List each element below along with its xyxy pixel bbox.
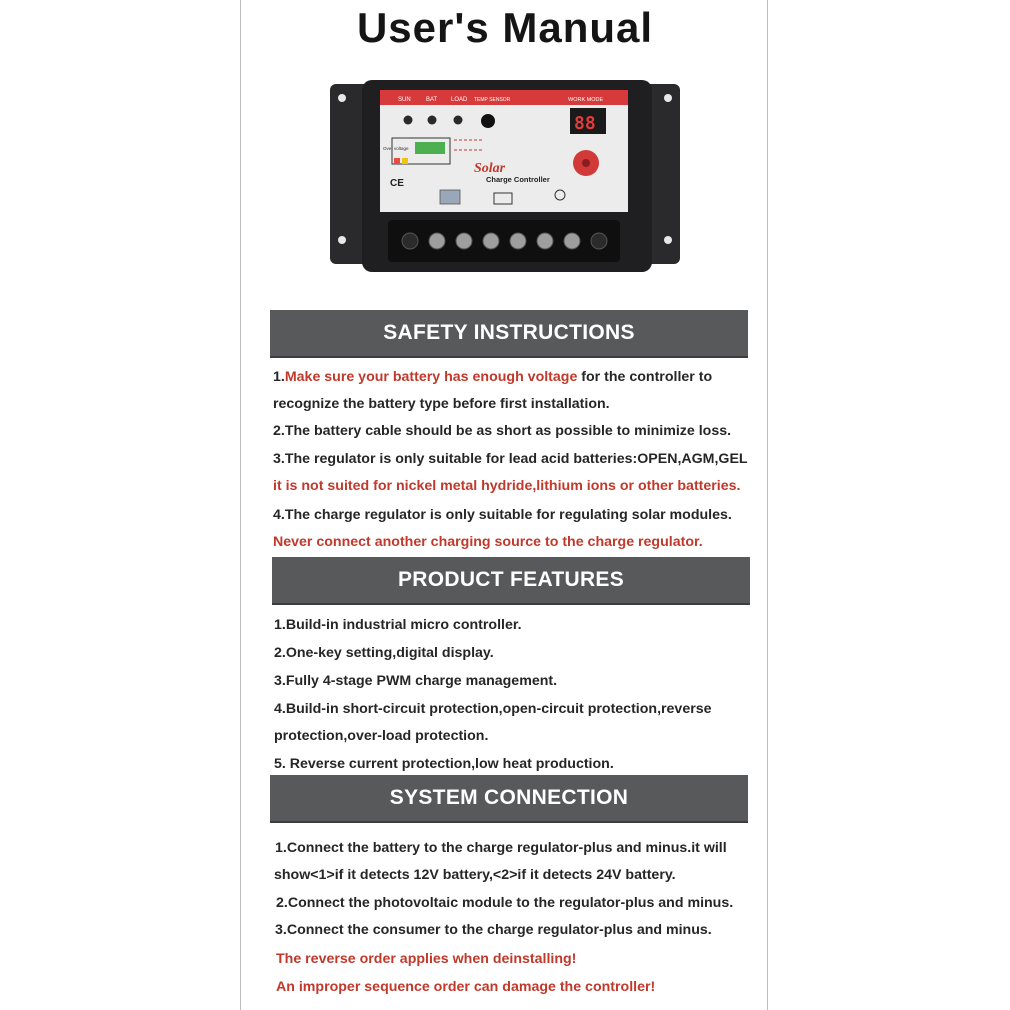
connection-heading: SYSTEM CONNECTION [270,775,748,821]
brand-label: Solar [474,161,506,176]
safety-line-1-rest: for the controller to [577,369,713,385]
indicator-label-load: LOAD [451,97,468,103]
safety-line-4: 3.The regulator is only suitable for lead acid batteries:OPEN,AGM,GEL [273,451,748,467]
terminal-screw-4 [510,233,526,249]
terminal-block [388,220,620,262]
connection-line-6: An improper sequence order can damage the controller! [276,979,656,995]
safety-line-1 [273,369,712,385]
work-mode-label: WORK MODE [568,97,604,103]
safety-line-1-prefix: 1. [273,369,285,385]
terminal-screw-3 [483,233,499,249]
safety-line-1-warning: Make sure your battery has enough voltage [284,369,578,385]
connection-line-3: 2.Connect the photovoltaic module to the regulator-plus and minus. [276,895,734,911]
safety-line-3: 2.The battery cable should be as short as possible to minimize loss. [273,423,732,439]
safety-line-6: 4.The charge regulator is only suitable for regulating solar modules. [273,507,732,523]
feature-line-2: 2.One-key setting,digital display. [274,645,494,661]
connection-line-4: 3.Connect the consumer to the charge regulator-plus and minus. [275,922,712,938]
brand-subtitle: Charge Controller [486,175,550,184]
terminal-screw-2 [456,233,472,249]
feature-line-5: protection,over-load protection. [274,728,489,744]
feature-line-3: 3.Fully 4-stage PWM charge management. [274,673,558,689]
safety-line-5: it is not suited for nickel metal hydride,lithium ions or other batteries. [273,478,741,494]
connection-line-2: show<1>if it detects 12V battery,<2>if it detects 24V battery. [274,867,676,883]
connection-line-1: 1.Connect the battery to the charge regulator-plus and minus.it will [275,840,727,856]
over-voltage-label: Over voltage [383,146,409,151]
sun-led-icon [404,116,413,125]
terminal-screw-5 [537,233,553,249]
display-digits: 88 [574,113,596,134]
indicator-label-sun: SUN [398,97,411,103]
safety-line-2: recognize the battery type before first installation. [273,396,610,412]
charge-controller-image [322,78,688,278]
ce-mark: CE [390,178,404,189]
load-led-icon [454,116,463,125]
page-title: User's Manual [356,4,654,51]
terminal-screw-1 [429,233,445,249]
safety-heading: SAFETY INSTRUCTIONS [270,310,748,356]
feature-line-4: 4.Build-in short-circuit protection,open-circuit protection,reverse [274,701,712,717]
temp-sensor-icon [481,114,495,128]
indicator-label-bat: BAT [426,97,438,103]
bat-led-icon [428,116,437,125]
battery-charge-icon [415,142,445,154]
feature-line-1: 1.Build-in industrial micro controller. [274,617,522,633]
solar-panel-icon [440,190,460,204]
indicator-label-temp: TEMP SENSOR [474,97,511,103]
terminal-screw-6 [564,233,580,249]
connection-line-5: The reverse order applies when deinstalling! [276,951,577,967]
features-heading: PRODUCT FEATURES [272,557,750,603]
feature-line-6: 5. Reverse current protection,low heat production. [274,756,614,772]
safety-line-7: Never connect another charging source to the charge regulator. [273,534,703,550]
